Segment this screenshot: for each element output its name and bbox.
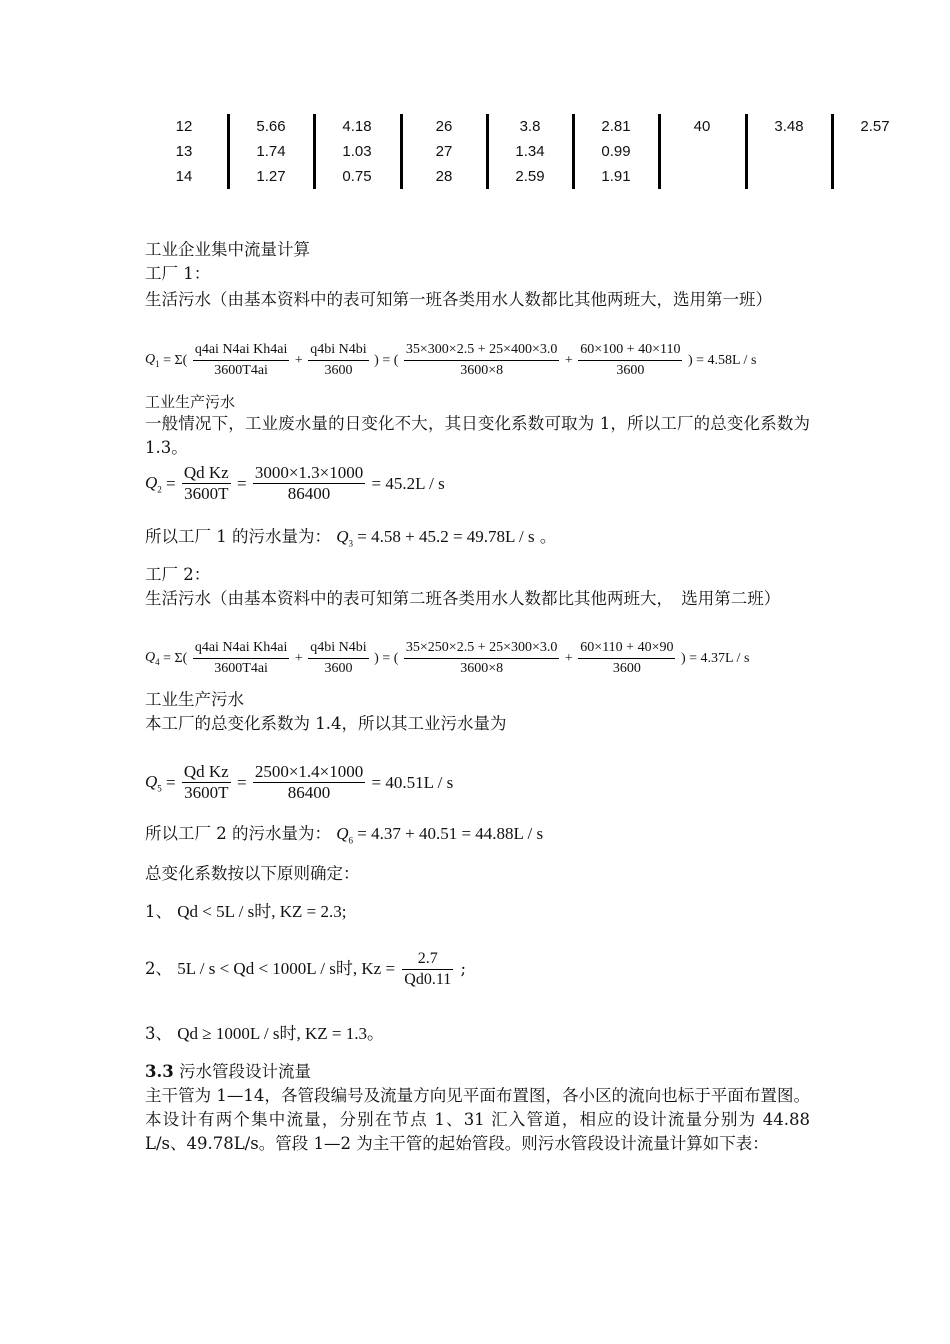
rule-2 (145, 945, 466, 993)
factory-2-total (145, 822, 543, 852)
formula-text: = Σ( (163, 352, 188, 368)
fraction-numerator: Qd Kz (183, 762, 229, 781)
factory-2-label: 工厂 2： (145, 565, 211, 584)
table-cell: 2.57 (860, 118, 890, 135)
formula-result: = 40.51L / s (371, 772, 454, 792)
rule-tail: ; (460, 959, 467, 978)
table-cell: 1.03 (342, 143, 372, 160)
rule-number: 1、 (145, 902, 172, 921)
table-cell: 26 (435, 118, 453, 135)
industrial-sewage-label-2: 工业生产污水 (145, 690, 244, 709)
formula-q5: $Q_5$ = $\frac{\text{Qd Kz}}{3600T}$ = $\frac{2500\times 1.4\times 1000}{86400}$ = 40.51L / s (145, 762, 454, 802)
table-cell: 2.81 (601, 118, 631, 135)
formula-symbol: Q (145, 352, 156, 368)
fraction-denominator: 3600 (612, 661, 641, 676)
fraction (182, 762, 231, 803)
table-cell: 40 (693, 118, 711, 135)
formula-subscript: 6 (348, 835, 354, 846)
formula-q1: $Q_1 = \Sigma$( $\frac{\text{q4ai N4ai Kh4ai}}{3600T4ai}$ + $\frac{\text{q4bi N4bi}}{3600}$ ) = ( $\frac{35\times 300\times 2.5 + 25\times 400\times 3.0}{3600\times 8}$ + $\frac{60\times 100 + 40\times 110}{3600}$ ) = 4.58L / s (145, 340, 756, 381)
section-heading: 工业企业集中流量计算 (145, 240, 310, 259)
rule-formula: Qd < 5L / s时, KZ = 2.3; (177, 902, 347, 921)
formula-text: = Σ( (163, 650, 188, 666)
fraction (402, 949, 453, 990)
formula-text: ) = ( (374, 650, 399, 666)
formula-symbol: Q (336, 527, 349, 546)
fraction-denominator: 3600 (616, 363, 645, 378)
table-cell: 3.48 (774, 118, 804, 135)
table-row (140, 164, 920, 189)
table-row (140, 139, 920, 164)
rule-formula: Qd ≥ 1000L / s时, KZ = 1.3。 (177, 1024, 384, 1043)
fraction-numerator: q4ai N4ai Kh4ai (193, 638, 290, 659)
formula-q2: $Q_2$ = $\frac{\text{Qd Kz}}{3600T}$ = $\frac{3000\times 1.3\times 1000}{86400}$ = 45.2L / s (145, 463, 445, 503)
table-row (140, 114, 920, 139)
fraction-numerator: 60×100 + 40×110 (578, 340, 682, 361)
formula-text: ) = ( (374, 352, 399, 368)
formula-subscript: 1 (155, 358, 160, 369)
table-cell: 3.8 (519, 118, 541, 135)
table-cell: 1.91 (601, 168, 631, 185)
rule-3 (145, 1022, 384, 1046)
formula-expr: = 4.37 + 40.51 = 44.88L / s (357, 824, 544, 843)
fraction (193, 340, 290, 381)
total-prefix: 所以工厂 2 的污水量为： (145, 824, 331, 843)
formula-symbol: Q (336, 824, 349, 843)
table-cell: 0.75 (342, 168, 372, 185)
table-cell: 13 (175, 143, 193, 160)
formula-subscript: 3 (348, 538, 354, 549)
total-prefix: 所以工厂 1 的污水量为： (145, 527, 331, 546)
fraction-denominator: 3600×8 (460, 363, 504, 378)
fraction-denominator: 3600T4ai (214, 363, 268, 378)
formula-result: ) = 4.58L / s (687, 352, 757, 368)
fraction (578, 638, 675, 679)
formula-expr: = 4.58 + 45.2 = 49.78L / s (357, 527, 535, 546)
fraction (182, 463, 231, 504)
fraction-denominator: 3600×8 (460, 661, 504, 676)
formula-text: + (294, 352, 303, 368)
fraction-numerator: q4bi N4bi (308, 638, 368, 659)
table-cell: 1.27 (256, 168, 286, 185)
fraction-denominator: 3600T4ai (214, 661, 268, 676)
table-cell: 0.99 (601, 143, 631, 160)
fraction-denominator: 3600T (184, 484, 229, 503)
rule-1 (145, 900, 346, 924)
rule-formula: 5L / s < Qd < 1000L / s时, Kz = (177, 959, 396, 978)
fraction-denominator: 86400 (287, 783, 331, 802)
kz-rule-heading: 总变化系数按以下原则确定： (145, 864, 360, 883)
table-cell: 1.34 (515, 143, 545, 160)
industrial-desc-2: 本工厂的总变化系数为 1.4，所以其工业污水量为 (145, 714, 507, 733)
fraction (308, 340, 368, 381)
formula-tail: 。 (539, 527, 557, 546)
table-cell: 1.74 (256, 143, 286, 160)
fraction (308, 638, 368, 679)
fraction-numerator: 2.7 (402, 949, 453, 970)
formula-subscript: 2 (157, 484, 162, 495)
factory-1-total (145, 525, 556, 555)
fraction (193, 638, 290, 679)
table-cell: 12 (175, 118, 193, 135)
fraction-denominator: 3600 (324, 363, 353, 378)
fraction-numerator: q4bi N4bi (308, 340, 368, 361)
table-cell: 5.66 (256, 118, 286, 135)
domestic-sewage-1: 生活污水（由基本资料中的表可知第一班各类用水人数都比其他两班大，选用第一班） (145, 290, 772, 309)
formula-subscript: 5 (157, 783, 162, 794)
formula-result: ) = 4.37L / s (680, 650, 750, 666)
fraction-numerator: 35×300×2.5 + 25×400×3.0 (404, 340, 559, 361)
formula-symbol: Q (145, 650, 156, 666)
fraction (253, 762, 365, 803)
fraction (578, 340, 682, 381)
fraction (404, 340, 559, 381)
section-3-3-heading (145, 1060, 311, 1084)
fraction-denominator: 3600 (324, 661, 353, 676)
rule-number: 2、 (145, 959, 172, 978)
fraction-numerator: 3000×1.3×1000 (254, 463, 364, 482)
factory-1-label: 工厂 1： (145, 264, 211, 283)
fraction (404, 638, 559, 679)
formula-subscript: 4 (155, 656, 160, 667)
formula-symbol: Q (145, 472, 158, 492)
industrial-desc-1: 一般情况下，工业废水量的日变化不大，其日变化系数可取为 1，所以工厂的总变化系数为 1.3。 (145, 414, 810, 457)
fraction-numerator: 60×110 + 40×90 (578, 638, 675, 659)
fraction-numerator: Qd Kz (183, 463, 229, 482)
industrial-sewage-label-1: 工业生产污水 (145, 393, 236, 411)
fraction (253, 463, 365, 504)
section-number: 3.3 (145, 1062, 174, 1081)
section-title: 污水管段设计流量 (173, 1062, 311, 1081)
table-cell: 4.18 (342, 118, 372, 135)
table-cell: 28 (435, 168, 453, 185)
fraction-denominator: 86400 (287, 484, 331, 503)
section-paragraph: 主干管为 1—14，各管段编号及流量方向见平面布置图，各小区的流向也标于平面布置图。本设计有两个集中流量，分别在节点 1、31 汇入管道，相应的设计流量分别为 44.88 L/s、49.78L/s。管段 1—2 为主干管的起始管段。则污水管段设计流量计算如下表： (145, 1086, 810, 1153)
fraction-denominator: Qd0.11 (404, 971, 452, 988)
fraction-numerator: 35×250×2.5 + 25×300×3.0 (404, 638, 559, 659)
formula-q4: $Q_4 = \Sigma$( $\frac{\text{q4ai N4ai Kh4ai}}{3600T4ai}$ + $\frac{\text{q4bi N4bi}}{3600}$ ) = ( $\frac{35\times 250\times 2.5 + 25\times 300\times 3.0}{3600\times 8}$ + $\frac{60\times 110 + 40\times 90}{3600}$ ) = 4.37L / s (145, 638, 749, 679)
rule-number: 3、 (145, 1024, 172, 1043)
formula-symbol: Q (145, 771, 158, 791)
table-cell: 27 (435, 143, 453, 160)
fraction-numerator: 2500×1.4×1000 (254, 762, 364, 781)
fraction-numerator: q4ai N4ai Kh4ai (193, 340, 290, 361)
table-cell: 2.59 (515, 168, 545, 185)
domestic-sewage-2: 生活污水（由基本资料中的表可知第二班各类用水人数都比其他两班大， 选用第二班） (145, 589, 781, 608)
formula-result: = 45.2L / s (371, 473, 445, 493)
formula-text: + (294, 650, 303, 666)
table-cell: 14 (175, 168, 193, 185)
fraction-denominator: 3600T (184, 783, 229, 802)
